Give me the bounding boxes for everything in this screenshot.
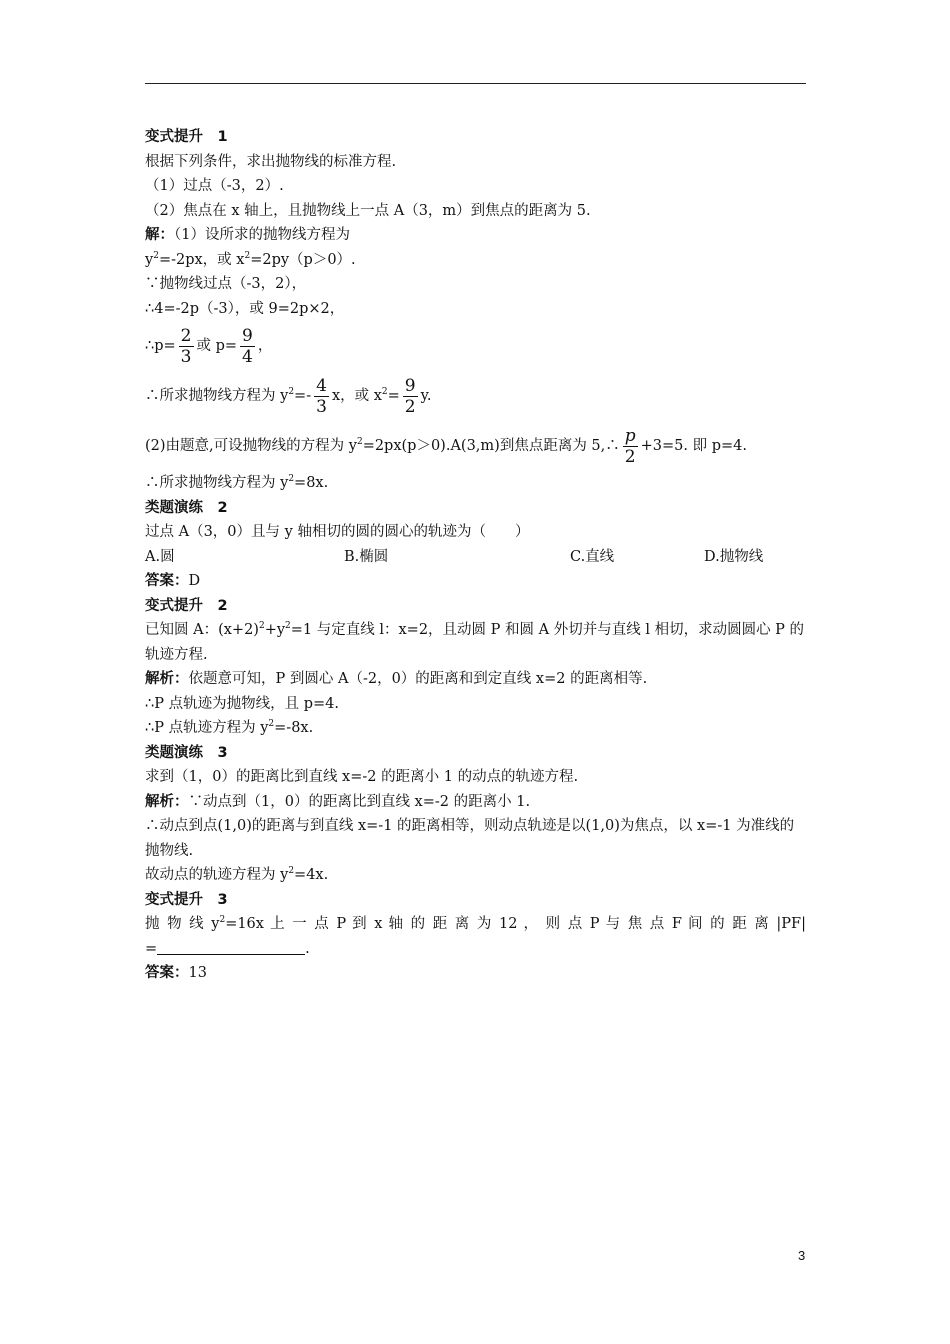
section-heading: 变式提升 3 bbox=[145, 891, 228, 908]
option-c: C.直线 bbox=[570, 548, 615, 565]
analysis-line-3: 故动点的轨迹方程为 $y^2=4x$. bbox=[145, 866, 329, 883]
analysis-line-2: ∴动点到点(1,0)的距离与到直线 x=-1 的距离相等，则动点轨迹是以(1,0)为焦点，以 x=-1 为准线的抛物线. bbox=[145, 818, 795, 859]
question-text: 求到（1，0）的距离比到直线 x=-2 的距离小 1 的动点的轨迹方程. bbox=[145, 769, 579, 785]
question-text: 根据下列条件，求出抛物线的标准方程. bbox=[145, 153, 397, 170]
solution-line-3: ∵抛物线过点（-3，2）， bbox=[145, 276, 307, 292]
section-heading: 变式提升 1 bbox=[145, 129, 228, 145]
fraction-nine-halves: $\frac{9}{2}$ bbox=[404, 375, 416, 417]
fraction-nine-fourths: $\frac{9}{4}$ bbox=[242, 325, 253, 367]
solution-line-1: 解：（1）设所求的抛物线方程为 bbox=[145, 227, 350, 243]
option-b: B.椭圆 bbox=[344, 548, 389, 565]
header-rule bbox=[145, 83, 806, 84]
analysis-line-3: ∴P 点轨迹方程为 $y^2=-8x$. bbox=[145, 719, 314, 736]
fraction-p-halves: $\frac{p}{2}$ bbox=[624, 425, 636, 467]
analysis-line-1: 解析：∵动点到（1，0）的距离比到直线 x=-2 的距离小 1. bbox=[145, 793, 531, 810]
section-heading: 类题演练 2 bbox=[145, 499, 228, 516]
solution-line-4: ∴4=-2p（-3），或 9=2p×2， bbox=[145, 300, 345, 317]
solution-line-8: ∴所求抛物线方程为 $y^2=8x$. bbox=[145, 474, 329, 491]
section-heading: 变式提升 2 bbox=[145, 597, 228, 614]
question-text: 抛 物 线 $y^2=16x$ 上 一 点 P 到 x 轴 的 距 离 为 12 ， 则 点 P 与 焦 点 F 间 的 距 离 |PF| bbox=[145, 915, 806, 932]
fill-blank-line: = . bbox=[145, 940, 310, 957]
sub-question-1: （1）过点（-3，2）. bbox=[145, 178, 284, 194]
solution-line-7: (2)由题意,可设抛物线的方程为 $y^2=2px(p>0).A(3,m)$到焦点距离为 5,∴ $\frac{p}{2}$ +3=5. 即 p=4. bbox=[145, 425, 747, 467]
answer-value: D bbox=[188, 573, 201, 589]
page-number: 3 bbox=[798, 1248, 806, 1263]
fraction-two-thirds: $\frac{2}{3}$ bbox=[180, 325, 192, 367]
answer-value: 13 bbox=[188, 965, 207, 981]
answer-blank bbox=[157, 940, 305, 955]
answer-options bbox=[145, 545, 806, 570]
question-text: 过点 A（3，0）且与 y 轴相切的圆的圆心的轨迹为（ ） bbox=[145, 524, 530, 540]
solution-line-6: ∴所求抛物线方程为 $y^2=-$ $\frac{4}{3}$ x，或 $x^2=$ $\frac{9}{2}$ y. bbox=[145, 375, 432, 417]
solution-line-5: ∴p= $\frac{2}{3}$ 或 p= $\frac{9}{4}$ ， bbox=[145, 325, 273, 367]
section-heading: 类题演练 3 bbox=[145, 744, 228, 761]
document-body bbox=[145, 125, 806, 986]
analysis-line-1: 解析：依题意可知，P 到圆心 A（-2，0）的距离和到定直线 x=2 的距离相等. bbox=[145, 671, 648, 687]
answer-line: 答案：13 bbox=[145, 965, 207, 981]
analysis-line-2: ∴P 点轨迹为抛物线，且 p=4. bbox=[145, 695, 339, 712]
question-text: 已知圆 A：$(x+2)^2+y^2=1$ 与定直线 l：x=2，且动圆 P 和圆 A 外切并与直线 l 相切，求动圆圆心 P 的轨迹方程. bbox=[145, 621, 805, 663]
fraction-four-thirds: $\frac{4}{3}$ bbox=[316, 375, 327, 417]
solution-line-2: $y^2=-2px$，或 $x^2=2py(p>0)$. bbox=[145, 250, 356, 268]
solution-label: 解： bbox=[145, 227, 174, 243]
sub-question-2: （2）焦点在 x 轴上，且抛物线上一点 A（3，m）到焦点的距离为 5. bbox=[145, 202, 591, 219]
option-a: A.圆 bbox=[145, 548, 175, 565]
answer-line: 答案：D bbox=[145, 573, 201, 589]
option-d: D.抛物线 bbox=[704, 548, 764, 565]
